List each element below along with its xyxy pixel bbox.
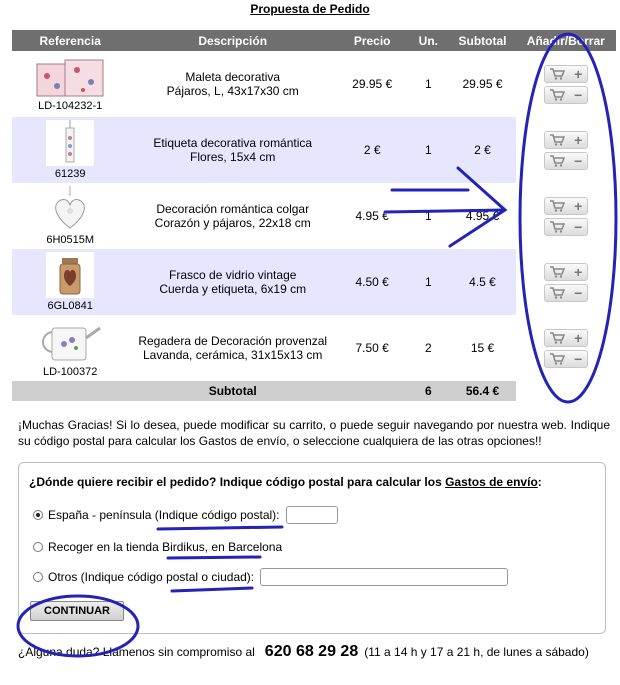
city-input[interactable] [260, 568, 508, 586]
product-details: Pájaros, L, 43x17x30 cm [166, 84, 299, 98]
units-cell: 2 [425, 341, 432, 355]
table-row [12, 183, 616, 249]
add-item-button[interactable] [544, 263, 588, 281]
subtotal-row [12, 381, 616, 401]
add-item-button[interactable] [544, 197, 588, 215]
shipping-box [18, 462, 606, 634]
option-otros-label: Otros (Indique código postal o ciudad): [48, 570, 255, 584]
table-row [12, 117, 616, 183]
radio-otros[interactable] [33, 572, 43, 582]
cart-icon [549, 89, 565, 101]
product-name: Etiqueta decorativa romántica [153, 136, 313, 150]
action-cell [516, 117, 616, 183]
header-subtotal: Subtotal [449, 30, 515, 51]
header-unidades: Un. [407, 30, 449, 51]
shipping-question-text: ¿Dónde quiere recibir el pedido? Indique código postal para calcular los [29, 475, 446, 489]
ref-cell [12, 249, 128, 315]
add-item-button[interactable] [544, 65, 588, 83]
remove-item-button[interactable] [544, 152, 588, 170]
table-row [12, 315, 616, 381]
minus-icon: − [574, 218, 583, 235]
header-referencia: Referencia [12, 30, 128, 51]
header-anadir-borrar: Añadir/Borrar [516, 30, 616, 51]
subtotal-cell: 15 € [470, 341, 495, 355]
cart-icon [549, 332, 565, 344]
product-name: Decoración romántica colgar [156, 202, 310, 216]
product-details: Lavanda, cerámica, 31x15x13 cm [143, 348, 323, 362]
plus-icon: + [574, 131, 583, 148]
subtotal-cell: 29.95 € [462, 77, 503, 91]
units-cell: 1 [425, 77, 432, 91]
minus-icon: − [574, 284, 583, 301]
ref-cell [12, 183, 128, 249]
units-cell: 1 [407, 249, 449, 315]
radio-espana[interactable] [33, 510, 43, 520]
cart-icon [549, 266, 565, 278]
table-header [12, 30, 616, 51]
product-ref: LD-100372 [42, 366, 98, 378]
add-item-button[interactable] [544, 329, 588, 347]
remove-item-button[interactable] [544, 218, 588, 236]
page-title: Propuesta de Pedido [250, 2, 370, 16]
option-espana-label: España - península (Indique código postal): [48, 508, 280, 522]
product-name: Frasco de vidrio vintage [169, 268, 297, 282]
minus-icon: − [574, 86, 583, 103]
product-image-etiqueta[interactable] [46, 120, 94, 166]
desc-cell [128, 315, 337, 381]
subtotal-label: Subtotal [128, 381, 337, 401]
price-cell: 29.95 € [352, 77, 393, 91]
cart-table [12, 30, 616, 401]
contact-hours: (11 a 14 h y 17 a 21 h, de lunes a sábado) [364, 645, 589, 659]
postal-code-input[interactable] [286, 506, 338, 524]
product-image-decoracion-colgar[interactable] [46, 186, 94, 232]
remove-item-button[interactable] [544, 350, 588, 368]
ref-cell [12, 117, 128, 183]
subtotal-empty-cell [337, 381, 407, 401]
product-ref: LD-104232-1 [38, 100, 103, 112]
shipping-question [29, 475, 542, 489]
action-cell [516, 315, 616, 381]
table-row [12, 51, 616, 117]
cart-icon [549, 134, 565, 146]
header-precio: Precio [337, 30, 407, 51]
remove-item-button[interactable] [544, 284, 588, 302]
option-otros[interactable] [33, 568, 508, 586]
plus-icon: + [574, 263, 583, 280]
table-row [12, 249, 616, 315]
contact-info [18, 644, 610, 660]
subtotal-cell: 4.5 € [449, 249, 515, 315]
ref-cell [12, 315, 128, 381]
plus-icon: + [574, 329, 583, 346]
price-cell: 4.50 € [337, 249, 407, 315]
ref-cell [12, 51, 128, 117]
contact-prefix: ¿Alguna duda? Llámenos sin compromiso al [18, 645, 255, 659]
units-cell: 1 [407, 117, 449, 183]
product-image-maleta[interactable] [35, 56, 105, 98]
desc-cell [128, 51, 337, 117]
action-cell [516, 249, 616, 315]
subtotal-label-cell [12, 381, 128, 401]
subtotal-action-cell [516, 381, 616, 401]
cart-icon [549, 353, 565, 365]
header-descripcion: Descripción [128, 30, 337, 51]
price-cell: 4.95 € [355, 209, 389, 223]
option-recoger[interactable] [33, 540, 282, 554]
product-ref: 6H0515M [46, 234, 95, 246]
remove-item-button[interactable] [544, 86, 588, 104]
product-details: Flores, 15x4 cm [190, 150, 276, 164]
cart-icon [549, 155, 565, 167]
action-cell [516, 183, 616, 249]
shipping-question-end: : [537, 475, 542, 489]
plus-icon: + [574, 65, 583, 82]
product-name: Regadera de Decoración provenzal [138, 334, 328, 348]
product-ref: 6GL0841 [47, 300, 93, 312]
product-image-regadera[interactable] [36, 318, 104, 364]
product-ref: 61239 [54, 168, 86, 180]
product-details: Cuerda y etiqueta, 6x19 cm [159, 282, 307, 296]
add-item-button[interactable] [544, 131, 588, 149]
continue-button[interactable]: CONTINUAR [30, 601, 124, 621]
thanks-message: ¡Muchas Gracias! Si lo desea, puede modificar su carrito, o puede seguir navegando por nuestra web. Indique su código postal para calcular los Gastos de envío, o seleccione cualquiera de las otras opciones!! [18, 418, 610, 448]
total-amount: 56.4 € [449, 381, 515, 401]
phone-number: 620 68 29 28 [264, 643, 359, 660]
total-units: 6 [407, 381, 449, 401]
minus-icon: − [574, 350, 583, 367]
subtotal-cell: 4.95 € [465, 209, 500, 223]
desc-cell [128, 249, 337, 315]
subtotal-cell: 2 € [449, 117, 515, 183]
units-cell: 1 [425, 209, 432, 223]
cart-icon [549, 221, 565, 233]
cart-icon [549, 68, 565, 80]
option-espana[interactable] [33, 506, 338, 524]
price-cell: 7.50 € [355, 341, 389, 355]
product-image-frasco[interactable] [46, 252, 94, 298]
shipping-costs-link[interactable]: Gastos de envío [445, 475, 538, 489]
cart-icon [549, 200, 565, 212]
plus-icon: + [574, 197, 583, 214]
option-recoger-label: Recoger en la tienda Birdikus, en Barcelona [48, 540, 283, 554]
product-name: Maleta decorativa [185, 70, 281, 84]
cart-icon [549, 287, 565, 299]
minus-icon: − [574, 152, 583, 169]
radio-recoger[interactable] [33, 542, 43, 552]
desc-cell [128, 183, 337, 249]
price-cell: 2 € [337, 117, 407, 183]
product-details: Corazón y pájaros, 22x18 cm [154, 216, 311, 230]
action-cell [516, 51, 616, 117]
desc-cell [128, 117, 337, 183]
